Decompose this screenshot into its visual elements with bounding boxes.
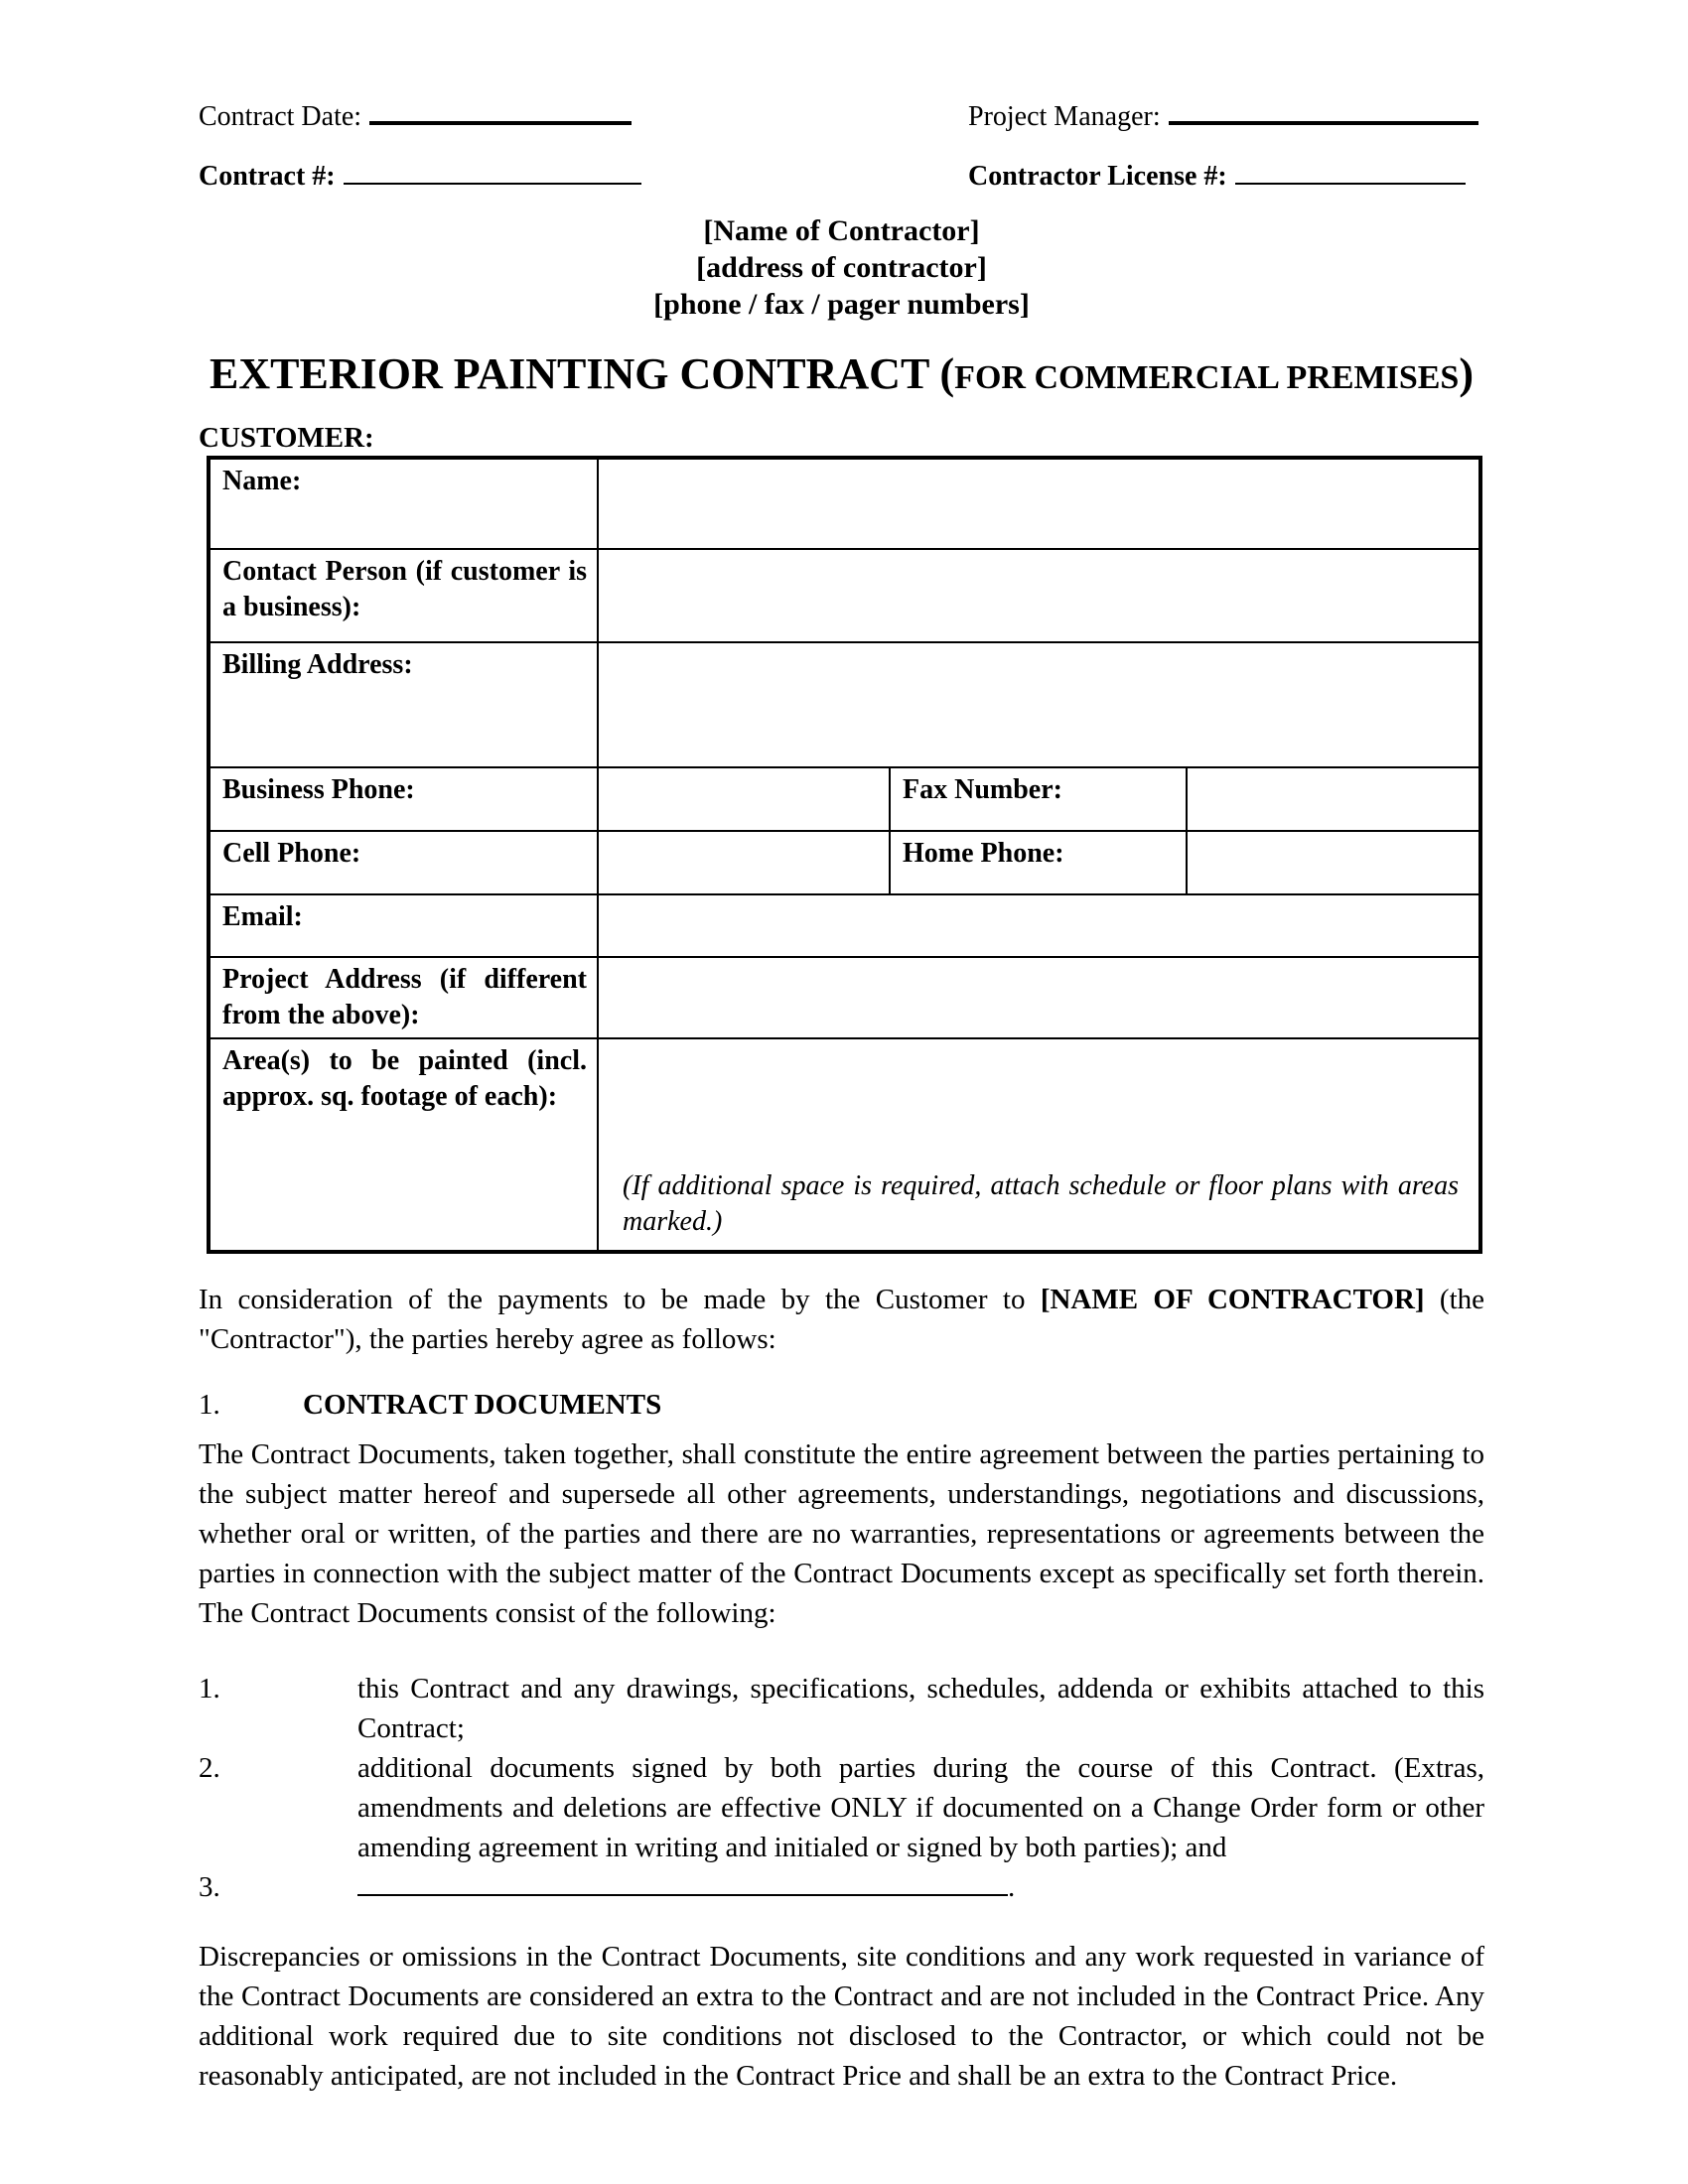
section-1-heading: CONTRACT DOCUMENTS bbox=[303, 1389, 662, 1421]
intro-text-after: (the "Contractor"), the parties hereby agree as follows: bbox=[199, 1284, 1484, 1355]
intro-paragraph bbox=[199, 1280, 1484, 1359]
header-meta-row-1 bbox=[199, 97, 1484, 137]
section-1-body-paragraph: The Contract Documents, taken together, shall constitute the entire agreement between the parties pertaining to the subject matter hereof and supersede all other agreements, understandings, negotiations and discussions, whether oral or written, of the parties and there are no warranties, representations or agreements between the parties in connection with the subject matter of the Contract Documents except as specifically set forth therein. The Contract Documents consist of the following: bbox=[199, 1438, 1484, 1629]
cell-phone-label: Cell Phone: bbox=[209, 831, 598, 894]
list-item-3-number: 3. bbox=[199, 1871, 220, 1903]
page-title-main: EXTERIOR PAINTING CONTRACT ( bbox=[210, 349, 955, 398]
page-title bbox=[199, 346, 1484, 406]
list-item-3 bbox=[199, 1867, 1484, 1907]
list-item-1 bbox=[199, 1669, 1484, 1748]
fax-number-value-cell[interactable] bbox=[1187, 767, 1480, 831]
contractor-block bbox=[199, 212, 1484, 323]
table-row-cell-phone bbox=[209, 831, 1480, 894]
business-phone-label: Business Phone: bbox=[209, 767, 598, 831]
areas-label: Area(s) to be painted (incl. approx. sq. footage of each): bbox=[209, 1038, 598, 1252]
page-title-subtitle: FOR COMMERCIAL PREMISES bbox=[954, 359, 1460, 396]
table-row-contact-person bbox=[209, 549, 1480, 642]
project-address-label: Project Address (if different from the above): bbox=[209, 957, 598, 1038]
contractor-license-blank-line[interactable] bbox=[1235, 183, 1466, 185]
home-phone-value-cell[interactable] bbox=[1187, 831, 1480, 894]
table-row-business-phone bbox=[209, 767, 1480, 831]
list-item-1-text: this Contract and any drawings, specifications, schedules, addenda or exhibits attached to this Contract; bbox=[357, 1673, 1484, 1744]
list-item-2-text: additional documents signed by both parties during the course of this Contract. (Extras, amendments and deletions are effective ONLY if documented on a Change Order form or other amending agreement in writing and initialed or signed by both parties); and bbox=[357, 1752, 1484, 1863]
cell-phone-value-cell[interactable] bbox=[598, 831, 890, 894]
page-title-close-paren: ) bbox=[1459, 349, 1474, 398]
contractor-name-placeholder: [Name of Contractor] bbox=[703, 214, 980, 247]
table-row-billing-address bbox=[209, 642, 1480, 767]
customer-heading: CUSTOMER: bbox=[199, 422, 374, 454]
contractor-phones-placeholder: [phone / fax / pager numbers] bbox=[653, 288, 1030, 321]
list-item-3-period: . bbox=[1008, 1871, 1016, 1903]
contractor-license-label: Contractor License #: bbox=[968, 161, 1227, 192]
intro-contractor-name: [NAME OF CONTRACTOR] bbox=[1040, 1284, 1425, 1315]
list-item-3-blank-line[interactable] bbox=[357, 1894, 1008, 1896]
business-phone-value-cell[interactable] bbox=[598, 767, 890, 831]
table-row-project-address bbox=[209, 957, 1480, 1038]
areas-value-cell[interactable] bbox=[598, 1038, 1480, 1252]
header-meta-row-2 bbox=[199, 157, 1484, 197]
home-phone-label: Home Phone: bbox=[890, 831, 1187, 894]
contract-date-label: Contract Date: bbox=[199, 101, 362, 132]
contract-number-blank-line[interactable] bbox=[344, 183, 641, 185]
email-value-cell[interactable] bbox=[598, 894, 1480, 957]
section-1-number: 1. bbox=[199, 1389, 220, 1421]
list-item-2 bbox=[199, 1748, 1484, 1867]
intro-text-before: In consideration of the payments to be made by the Customer to bbox=[199, 1284, 1041, 1315]
fax-number-label: Fax Number: bbox=[890, 767, 1187, 831]
name-label: Name: bbox=[209, 458, 598, 549]
customer-table bbox=[207, 456, 1482, 1254]
contract-documents-list bbox=[199, 1669, 1484, 1907]
closing-paragraph: Discrepancies or omissions in the Contract Documents, site conditions and any work requested in variance of the Contract Documents are considered an extra to the Contract and are not included in the Contract Price. Any additional work required due to site conditions not disclosed to the Contractor, or which could not be reasonably anticipated, are not included in the Contract Price and shall be an extra to the Contract Price. bbox=[199, 1941, 1484, 2092]
billing-address-label: Billing Address: bbox=[209, 642, 598, 767]
table-row-name bbox=[209, 458, 1480, 549]
email-label: Email: bbox=[209, 894, 598, 957]
name-value-cell[interactable] bbox=[598, 458, 1480, 549]
contact-person-value-cell[interactable] bbox=[598, 549, 1480, 642]
project-manager-blank-line[interactable] bbox=[1169, 121, 1478, 125]
list-item-1-number: 1. bbox=[199, 1673, 220, 1705]
list-item-2-number: 2. bbox=[199, 1752, 220, 1784]
billing-address-value-cell[interactable] bbox=[598, 642, 1480, 767]
project-address-value-cell[interactable] bbox=[598, 957, 1480, 1038]
contract-number-label: Contract #: bbox=[199, 161, 336, 192]
table-row-email bbox=[209, 894, 1480, 957]
areas-note: (If additional space is required, attach schedule or floor plans with areas marked.) bbox=[623, 1170, 1460, 1237]
table-row-areas-to-be-painted bbox=[209, 1038, 1480, 1252]
project-manager-label: Project Manager: bbox=[968, 101, 1161, 132]
contact-person-label: Contact Person (if customer is a business): bbox=[209, 549, 598, 642]
section-1-heading-row bbox=[199, 1385, 1484, 1425]
contractor-address-placeholder: [address of contractor] bbox=[696, 251, 987, 284]
contract-date-blank-line[interactable] bbox=[369, 121, 632, 125]
